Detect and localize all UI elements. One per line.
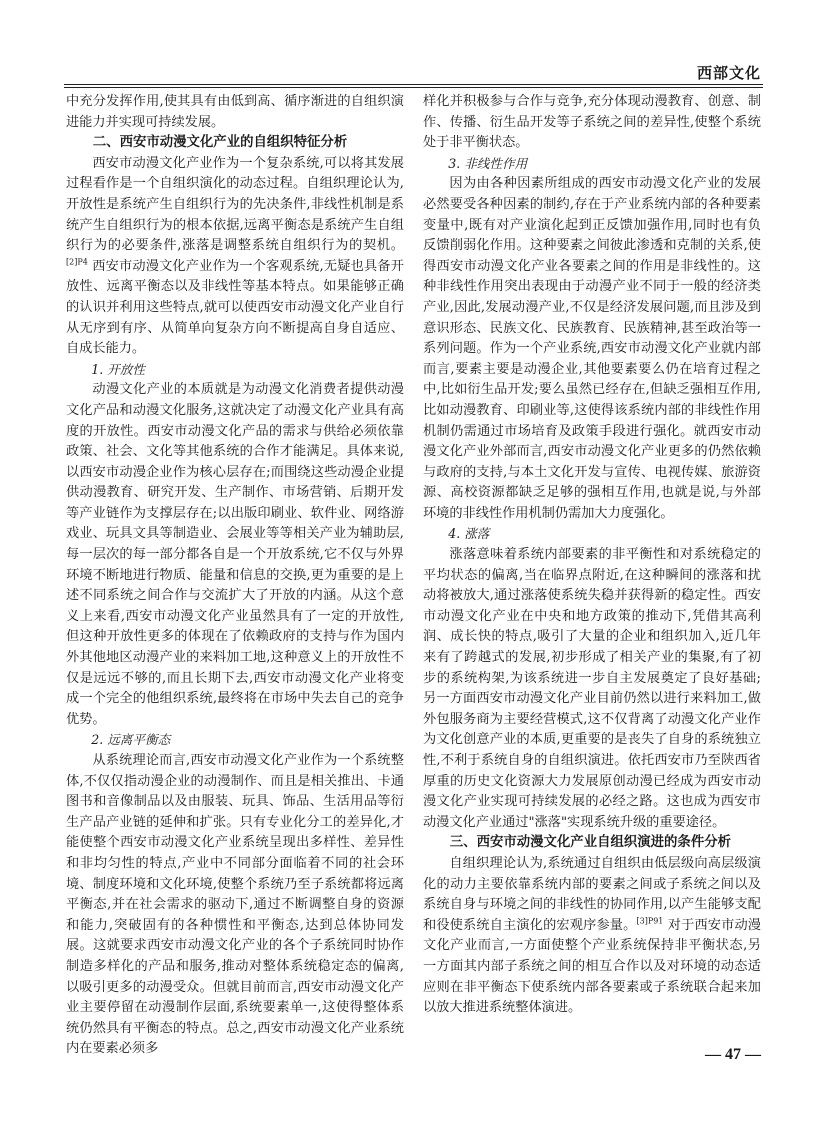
intro-text-a: 西安市动漫文化产业作为一个复杂系统,可以将其发展过程看作是一个自组织演化的动态过程。自组织理论认为,开放性是系统产生自组织行为的先决条件,非线性机制是系统产生自组织行为的根本依据,远离平衡态是系统产生自组织行为的必要条件,涨落是调整系统自组织行为的契机。 (66, 155, 404, 254)
subheading-far-from-equilibrium: 2. 远离平衡态 (91, 732, 171, 748)
intro-text-b: 西安市动漫文化产业作为一个客观系统,无疑也具备开放性、远离平衡态以及非线性等基本特点。如果能够正确的认识并利用这些特点,就可以使西安市动漫文化产业自行从无序到有序、从简单向复杂方向不断提高自身自适应、自成长能力。 (66, 258, 404, 357)
openness-paragraph: 动漫文化产业的本质就是为动漫文化消费者提供动漫文化产品和动漫文化服务,这就决定了动漫文化产业具有高度的开放性。西安市动漫文化产品的需求与供给必须依靠政策、社会、文化等其他系统的合作才能满足。具体来说,以西安市动漫企业作为核心层存在;而围绕这些动漫企业提供动漫教育、研究开发、生产制作、市场营销、后期开发等产业链作为支撑层存在;以出版印刷业、软件业、网络游戏业、玩具文具等制造业、会展业等等相关产业为辅助层,每一层次的每一部分都各自是一个开放系统,它不仅与外界环境不断地进行物质、能量和信息的交换,更为重要的是上述不同系统之间合作与交流扩大了开放的内涵。从这个意义上来看,西安市动漫文化产业虽然具有了一定的开放性,但这种开放性更多的体现在了依赖政府的支持与作为国内外其他地区动漫产业的来料加工地,这种意义上的开放性不仅是远远不够的,而且长期下去,西安市动漫文化产业将变成一个完全的他组织系统,最终将在市场中失去自己的竞争优势。 (66, 382, 404, 727)
header-rule-thin (64, 87, 763, 88)
continued-paragraph: 中充分发挥作用,使其具有由低到高、循序渐进的自组织演进能力并实现可持续发展。 (66, 94, 404, 130)
fluctuation-paragraph: 涨落意味着系统内部要素的非平衡性和对系统稳定的平均状态的偏离,当在临界点附近,在这种瞬间的涨落和扰动将被放大,通过涨落使系统失稳并获得新的稳定性。西安市动漫文化产业在中央和地方政策的推动下,凭借其高利润、成长快的特点,吸引了大量的企业和组织加入,近几年来有了跨越式的发展,初步形成了相关产业的集聚,有了初步的系统构架,为该系统进一步自主发展奠定了良好基础;另一方面西安市动漫文化产业目前仍然以进行来料加工,做外包服务商为主要经营模式,这不仅背离了动漫文化产业作为文化创意产业的本质,更重要的是丧失了自身的系统独立性,不利于系统自身的自组织演进。依托西安市乃至陕西省厚重的历史文化资源大力发展原创动漫已经成为西安市动漫文化产业实现可持续发展的必经之路。这也成为西安市动漫文化产业通过"涨落"实现系统升级的重要途径。 (423, 547, 761, 830)
right-column (423, 92, 761, 1019)
intro-paragraph (66, 154, 404, 360)
subheading-fluctuation: 4. 涨落 (448, 526, 490, 542)
section-heading-3: 三、西安市动漫文化产业自组织演进的条件分析 (449, 835, 731, 851)
nonlinear-paragraph: 因为由各种因素所组成的西安市动漫文化产业的发展必然要受各种因素的制约,存在于产业系统内部的各种要素变量中,既有对产业演化起到正反馈加强作用,同时也有负反馈削弱化作用。这种要素之间彼此渗透和克制的关系,使得西安市动漫文化产业各要素之间的作用是非线性的。这种非线性作用突出表现由于动漫产业不同于一般的经济类产业,因此,发展动漫产业,不仅是经济发展问题,而且涉及到意识形态、民族文化、民族教育、民族精神,甚至政治等一系列问题。作为一个产业系统,西安市动漫文化产业就内部而言,要素主要是动漫企业,其他要素要么仍在培育过程之中,比如衍生品开发;要么虽然已经存在,但缺乏强相互作用,比如动漫教育、印刷业等,这使得该系统内部的非线性作用机制仍需通过市场培育及政策手段进行强化。就西安市动漫文化产业外部而言,西安市动漫文化产业更多的仍然依赖与政府的支持,与本土文化开发与宣传、电视传媒、旅游资源、高校资源都缺乏足够的强相互作用,也就是说,与外部环境的非线性作用机制仍需加大力度强化。 (423, 176, 761, 521)
conditions-paragraph (423, 854, 761, 1019)
left-column (66, 92, 404, 1060)
citation-right: [3]P91 (636, 916, 664, 926)
section-heading-2: 二、西安市动漫文化产业的自组织特征分析 (92, 135, 348, 151)
subheading-nonlinear: 3. 非线性作用 (448, 155, 528, 171)
conditions-text-a: 自组织理论认为,系统通过自组织由低层级向高层级演化的动力主要依靠系统内部的要素之间或子系统之间以及系统自身与环境之间的非线性的协同作用,以产生能够支配和役使系统自主演化的宏观序参量。 (423, 855, 761, 933)
subheading-openness: 1. 开放性 (91, 361, 145, 377)
page-number: — 47 — (705, 1046, 761, 1063)
conditions-text-b: 对于西安市动漫文化产业而言,一方面使整个产业系统保持非平衡状态,另一方面其内部子系统之间的相互合作以及对环境的动态适应则在非平衡态下使系统内部各要素或子系统联合起来加以放大推进系统整体演进。 (423, 917, 761, 1016)
continued-paragraph-right: 样化并积极参与合作与竞争,充分体现动漫教育、创意、制作、传播、衍生品开发等子系统之间的差异性,使整个系统处于非平衡状态。 (423, 94, 761, 151)
citation: [2]P4 (66, 257, 88, 267)
section-name: 西部文化 (696, 64, 761, 82)
header-rule (64, 84, 763, 85)
far-from-equilibrium-paragraph: 从系统理论而言,西安市动漫文化产业作为一个系统整体,不仅仅指动漫企业的动漫制作、而且是相关推出、卡通图书和音像制品以及由服装、玩具、饰品、生活用品等衍生产品产业链的延伸和扩张。只有专业化分工的差异化,才能使整个西安市动漫文化产业系统呈现出多样性、差异性和非均匀性的特点,产业中不同部分面临着不同的社会环境、制度环境和文化环境,使整个系统乃至子系统都将远离平衡态,并在社会需求的驱动下,通过不断调整自身的资源和能力,突破固有的各种惯性和平衡态,达到总体协同发展。这就要求西安市动漫文化产业的各个子系统同时协作制造多样化的产品和服务,推动对整体系统稳定态的偏离,以吸引更多的动漫受众。但就目前而言,西安市动漫文化产业主要停留在动漫制作层面,系统要素单一,这使得整体系统仍然具有平衡态的特点。总之,西安市动漫文化产业系统内在要素必须多 (66, 753, 404, 1057)
